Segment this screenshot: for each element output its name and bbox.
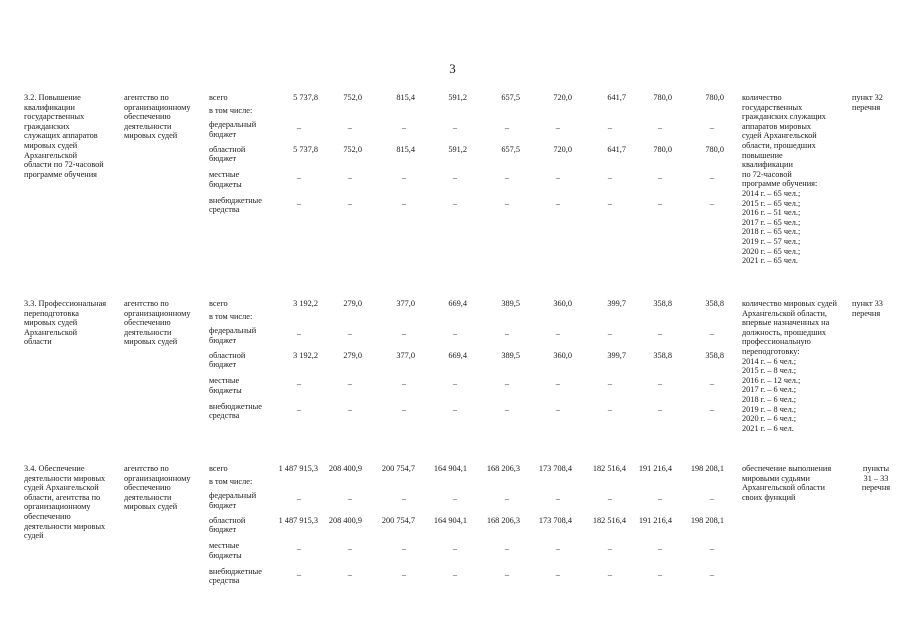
funding-source-label-line: бюджеты	[209, 179, 242, 189]
funding-value: 399,7	[607, 350, 626, 360]
funding-source-label-line: местные	[209, 376, 240, 385]
expected-result-line: Архангельской области,	[742, 308, 827, 318]
section-title-line: гражданских	[24, 121, 70, 131]
funding-value: 208 400,9	[328, 515, 362, 525]
funding-value: 360,0	[553, 299, 572, 308]
funding-source-label	[209, 312, 252, 322]
executor-line: обеспечению	[124, 112, 171, 122]
funding-value-dash: –	[555, 569, 560, 579]
funding-value: 164 904,1	[433, 464, 467, 473]
funding-source-label-line: средства	[209, 205, 240, 215]
expected-result-line: 2020 г. – 65 чел.;	[742, 246, 801, 256]
expected-result-line: 2015 г. – 65 чел.;	[742, 198, 801, 208]
funding-value-dash: –	[657, 494, 662, 503]
funding-value-dash: –	[607, 494, 612, 503]
funding-value-dash: –	[555, 379, 560, 388]
funding-source-label	[209, 477, 252, 487]
expected-result-line: повышение	[742, 150, 783, 160]
funding-source-label-line: бюджет	[209, 525, 237, 535]
funding-value: 399,7	[607, 299, 626, 308]
expected-result-line: области, прошедших	[742, 140, 816, 150]
funding-source-label-line: внебюджетные	[209, 566, 262, 576]
expected-result-line: 2014 г. – 6 чел.;	[742, 356, 797, 366]
funding-value: 780,0	[705, 93, 724, 102]
funding-value: 657,5	[501, 144, 520, 154]
list-reference-line: пункты	[862, 464, 890, 473]
expected-result-line: мировыми судьями	[742, 473, 810, 483]
funding-value: 279,0	[343, 299, 362, 308]
funding-value-dash: –	[452, 569, 457, 579]
expected-result-line: переподготовку:	[742, 346, 800, 356]
funding-source-label-line: бюджет	[209, 360, 237, 370]
funding-value-dash: –	[709, 123, 714, 132]
funding-source-label-line: бюджет	[209, 129, 237, 139]
funding-value-dash: –	[452, 329, 457, 338]
funding-value-dash: –	[452, 404, 457, 414]
expected-result-line: квалификации	[742, 160, 793, 170]
expected-result-line: 2016 г. – 12 чел.;	[742, 375, 801, 385]
funding-source-label-line: средства	[209, 411, 240, 421]
expected-result-line: судей Архангельской	[742, 131, 817, 141]
funding-source-label-line: федеральный	[209, 120, 257, 129]
funding-value-dash: –	[607, 173, 612, 182]
funding-value-dash: –	[296, 198, 301, 208]
funding-value-dash: –	[555, 494, 560, 503]
funding-value-dash: –	[709, 198, 714, 208]
funding-value-dash: –	[709, 569, 714, 579]
funding-value-dash: –	[452, 173, 457, 182]
section-title-line: Архангельской	[24, 327, 78, 337]
funding-source-label	[209, 516, 245, 535]
expected-result-line: программе обучения:	[742, 179, 818, 189]
funding-source-label-line: в том числе:	[209, 105, 253, 115]
expected-result-line: 2021 г. – 65 чел.	[742, 256, 798, 266]
funding-value: 752,0	[343, 144, 362, 154]
executor-cell	[124, 464, 191, 512]
funding-value-dash: –	[296, 494, 301, 503]
list-reference	[852, 464, 900, 493]
funding-value-dash: –	[709, 379, 714, 388]
funding-value-dash: –	[401, 569, 406, 579]
funding-value: 1 487 915,3	[278, 515, 318, 525]
section-title-line: 3.3. Профессиональная	[24, 299, 107, 308]
expected-result-line: 2017 г. – 6 чел.;	[742, 385, 797, 395]
funding-source-label-line: внебюджетные	[209, 401, 262, 411]
expected-result-line: по 72-часовой	[742, 169, 792, 179]
section-title-line: организационному	[24, 502, 91, 512]
funding-value: 1 487 915,3	[278, 464, 318, 473]
section-title-line: квалификации	[24, 102, 75, 112]
funding-source-label-line: в том числе:	[209, 311, 253, 321]
program-section	[0, 93, 905, 266]
funding-value-dash: –	[401, 494, 406, 503]
funding-value-dash: –	[504, 329, 509, 338]
funding-value-dash: –	[347, 379, 352, 388]
executor-line: обеспечению	[124, 483, 171, 493]
funding-value: 358,8	[653, 299, 672, 308]
funding-source-label-line: бюджеты	[209, 550, 242, 560]
funding-value-dash: –	[555, 404, 560, 414]
funding-value: 198 208,1	[690, 515, 724, 525]
funding-value: 377,0	[396, 350, 415, 360]
executor-line: деятельности	[124, 121, 172, 131]
expected-result-line: гражданских служащих	[742, 112, 826, 122]
funding-value: 389,5	[501, 350, 520, 360]
funding-source-label	[209, 351, 245, 370]
executor-line: мировых судей	[124, 502, 178, 512]
funding-value-dash: –	[709, 173, 714, 182]
executor-line: деятельности	[124, 327, 172, 337]
funding-value-dash: –	[296, 404, 301, 414]
list-reference-line: пункт 32	[852, 93, 883, 102]
funding-value-dash: –	[709, 329, 714, 338]
funding-value: 669,4	[448, 299, 467, 308]
funding-value: 3 192,2	[293, 350, 318, 360]
funding-source-label-line: областной	[209, 350, 246, 360]
executor-line: мировых судей	[124, 131, 178, 141]
funding-value: 208 400,9	[328, 464, 362, 473]
funding-value-dash: –	[504, 569, 509, 579]
list-reference-line: перечня	[852, 102, 881, 112]
section-title-line: судей Архангельской	[24, 483, 99, 493]
executor-cell	[124, 299, 191, 347]
expected-result-line: 2018 г. – 65 чел.;	[742, 227, 801, 237]
funding-value: 200 754,7	[381, 464, 415, 473]
funding-source-label-line: федеральный	[209, 326, 257, 335]
executor-line: агентство по	[124, 464, 169, 473]
funding-value: 780,0	[705, 144, 724, 154]
funding-value-dash: –	[452, 494, 457, 503]
funding-value-dash: –	[504, 198, 509, 208]
section-title-line: мировых судей	[24, 140, 78, 150]
executor-line: организационному	[124, 102, 191, 112]
funding-value-dash: –	[657, 329, 662, 338]
expected-result-line: Архангельской области	[742, 483, 825, 493]
funding-value-dash: –	[401, 123, 406, 132]
funding-value: 191 216,4	[638, 515, 672, 525]
funding-value-dash: –	[504, 379, 509, 388]
funding-source-label	[209, 93, 228, 103]
expected-result-line: обеспечение выполнения	[742, 464, 832, 473]
funding-source-label-line: в том числе:	[209, 476, 253, 486]
funding-value: 669,4	[448, 350, 467, 360]
funding-value: 279,0	[343, 350, 362, 360]
funding-value-dash: –	[296, 123, 301, 132]
funding-source-label-line: внебюджетные	[209, 195, 262, 205]
funding-value-dash: –	[657, 404, 662, 414]
funding-value-dash: –	[657, 173, 662, 182]
funding-value: 720,0	[553, 144, 572, 154]
funding-value-dash: –	[555, 173, 560, 182]
funding-value-dash: –	[555, 198, 560, 208]
funding-value-dash: –	[401, 173, 406, 182]
expected-result-line: 2021 г. – 6 чел.	[742, 423, 794, 433]
funding-value-dash: –	[607, 198, 612, 208]
list-reference-line: пункт 33	[852, 299, 883, 308]
funding-value: 5 737,8	[293, 93, 318, 102]
expected-result-line: своих функций	[742, 492, 796, 502]
funding-value: 591,2	[448, 144, 467, 154]
program-section	[0, 299, 905, 433]
funding-source-label-line: бюджет	[209, 154, 237, 164]
funding-value-dash: –	[504, 544, 509, 553]
section-title	[24, 464, 105, 541]
executor-line: агентство по	[124, 93, 169, 102]
funding-value: 200 754,7	[381, 515, 415, 525]
funding-value-dash: –	[607, 329, 612, 338]
executor-cell	[124, 93, 191, 141]
funding-value: 377,0	[396, 299, 415, 308]
page-number: 3	[449, 61, 456, 76]
executor-line: мировых судей	[124, 337, 178, 347]
funding-value: 815,4	[396, 93, 415, 102]
section-title-line: обеспечению	[24, 511, 71, 521]
funding-value: 164 904,1	[433, 515, 467, 525]
funding-value: 641,7	[607, 144, 626, 154]
program-section	[0, 464, 905, 586]
funding-value: 360,0	[553, 350, 572, 360]
list-reference	[852, 93, 900, 112]
funding-value-dash: –	[347, 173, 352, 182]
funding-source-label-line: местные	[209, 541, 240, 550]
funding-value-dash: –	[296, 173, 301, 182]
funding-value-dash: –	[504, 494, 509, 503]
funding-value-dash: –	[452, 198, 457, 208]
section-title-line: государственных	[24, 112, 85, 122]
funding-value-dash: –	[296, 379, 301, 388]
funding-value: 358,8	[653, 350, 672, 360]
funding-value-dash: –	[347, 544, 352, 553]
funding-value-dash: –	[709, 494, 714, 503]
funding-value-dash: –	[347, 198, 352, 208]
funding-value: 5 737,8	[293, 144, 318, 154]
funding-value-dash: –	[452, 123, 457, 132]
expected-result-line: аппаратов мировых	[742, 121, 812, 131]
funding-value: 358,8	[705, 299, 724, 308]
section-title-line: 3.4. Обеспечение	[24, 464, 85, 473]
section-title-line: переподготовка	[24, 308, 79, 318]
funding-source-label-line: всего	[209, 93, 228, 102]
funding-value-dash: –	[401, 198, 406, 208]
funding-value-dash: –	[296, 569, 301, 579]
funding-value-dash: –	[347, 569, 352, 579]
funding-value-dash: –	[657, 123, 662, 132]
funding-value: 191 216,4	[638, 464, 672, 473]
funding-source-label-line: бюджет	[209, 500, 237, 510]
funding-source-label-line: местные	[209, 170, 240, 179]
funding-value: 752,0	[343, 93, 362, 102]
funding-source-label-line: средства	[209, 576, 240, 586]
funding-value: 720,0	[553, 93, 572, 102]
executor-line: деятельности	[124, 492, 172, 502]
funding-value-dash: –	[555, 544, 560, 553]
funding-source-label	[209, 464, 228, 474]
section-title-line: области по 72-часовой	[24, 160, 104, 170]
funding-value: 389,5	[501, 299, 520, 308]
funding-value-dash: –	[296, 329, 301, 338]
funding-source-label-line: областной	[209, 144, 246, 154]
section-title-line: области	[24, 337, 52, 347]
funding-value: 173 708,4	[538, 515, 572, 525]
funding-value-dash: –	[607, 123, 612, 132]
section-title-line: Архангельской	[24, 150, 78, 160]
funding-source-label-line: бюджет	[209, 335, 237, 345]
funding-value-dash: –	[504, 404, 509, 414]
expected-result	[742, 93, 826, 266]
executor-line: обеспечению	[124, 318, 171, 328]
section-title	[24, 93, 104, 179]
funding-value-dash: –	[607, 569, 612, 579]
section-title-line: служащих аппаратов	[24, 131, 98, 141]
expected-result-line: количество мировых судей	[742, 299, 837, 308]
funding-value-dash: –	[555, 329, 560, 338]
expected-result-line: 2020 г. – 6 чел.;	[742, 414, 797, 424]
funding-value-dash: –	[452, 379, 457, 388]
funding-source-label-line: всего	[209, 299, 228, 308]
funding-value-dash: –	[347, 329, 352, 338]
funding-source-label	[209, 106, 252, 116]
funding-value: 3 192,2	[293, 299, 318, 308]
executor-line: агентство по	[124, 299, 169, 308]
funding-value-dash: –	[555, 123, 560, 132]
funding-value: 358,8	[705, 350, 724, 360]
expected-result	[742, 299, 837, 433]
funding-value: 657,5	[501, 93, 520, 102]
funding-value-dash: –	[452, 544, 457, 553]
funding-value-dash: –	[607, 404, 612, 414]
funding-value: 591,2	[448, 93, 467, 102]
funding-value-dash: –	[607, 544, 612, 553]
funding-value-dash: –	[347, 404, 352, 414]
funding-value-dash: –	[347, 494, 352, 503]
funding-source-label	[209, 299, 228, 309]
funding-value-dash: –	[709, 544, 714, 553]
funding-value-dash: –	[504, 173, 509, 182]
funding-value: 780,0	[653, 144, 672, 154]
expected-result-line: впервые назначенных на	[742, 318, 830, 328]
funding-value: 780,0	[653, 93, 672, 102]
funding-value-dash: –	[657, 569, 662, 579]
funding-value-dash: –	[401, 404, 406, 414]
funding-value-dash: –	[607, 379, 612, 388]
funding-value-dash: –	[657, 198, 662, 208]
list-reference-line: перечня	[852, 308, 881, 318]
list-reference-line: 31 – 33	[863, 473, 889, 483]
funding-value: 168 206,3	[486, 464, 520, 473]
expected-result-line: 2015 г. – 8 чел.;	[742, 366, 797, 376]
executor-line: организационному	[124, 473, 191, 483]
section-title-line: области, агентства по	[24, 492, 101, 502]
funding-value-dash: –	[657, 544, 662, 553]
funding-value: 182 516,4	[592, 515, 626, 525]
section-title-line: 3.2. Повышение	[24, 93, 81, 102]
funding-value: 198 208,1	[690, 464, 724, 473]
expected-result-line: профессиональную	[742, 337, 811, 347]
expected-result-line: 2019 г. – 8 чел.;	[742, 404, 797, 414]
funding-source-label-line: областной	[209, 515, 246, 525]
funding-value: 641,7	[607, 93, 626, 102]
list-reference-line: перечня	[861, 483, 891, 493]
funding-value-dash: –	[401, 544, 406, 553]
funding-source-label-line: федеральный	[209, 491, 257, 500]
expected-result-line: государственных	[742, 102, 803, 112]
expected-result-line: 2018 г. – 6 чел.;	[742, 394, 797, 404]
section-title-line: судей	[24, 531, 44, 541]
funding-value-dash: –	[401, 329, 406, 338]
expected-result-line: 2017 г. – 65 чел.;	[742, 217, 801, 227]
section-title-line: деятельности мировых	[24, 473, 106, 483]
expected-result-line: 2016 г. – 51 чел.;	[742, 208, 801, 218]
funding-source-label	[209, 145, 245, 164]
section-title	[24, 299, 106, 347]
list-reference	[852, 299, 900, 318]
section-title-line: деятельности мировых	[24, 521, 106, 531]
funding-value-dash: –	[296, 544, 301, 553]
funding-value: 815,4	[396, 144, 415, 154]
expected-result-line: должность, прошедших	[742, 327, 827, 337]
expected-result-line: 2014 г. – 65 чел.;	[742, 188, 801, 198]
funding-source-label-line: всего	[209, 464, 228, 473]
funding-source-label-line: бюджеты	[209, 385, 242, 395]
funding-value-dash: –	[401, 379, 406, 388]
section-title-line: мировых судей	[24, 318, 78, 328]
expected-result-line: количество	[742, 93, 782, 102]
expected-result	[742, 464, 831, 502]
funding-value-dash: –	[504, 123, 509, 132]
funding-value: 182 516,4	[592, 464, 626, 473]
section-title-line: программе обучения	[24, 169, 97, 179]
funding-value-dash: –	[347, 123, 352, 132]
funding-value-dash: –	[709, 404, 714, 414]
executor-line: организационному	[124, 308, 191, 318]
funding-value: 173 708,4	[538, 464, 572, 473]
funding-value-dash: –	[657, 379, 662, 388]
expected-result-line: 2019 г. – 57 чел.;	[742, 236, 801, 246]
funding-value: 168 206,3	[486, 515, 520, 525]
